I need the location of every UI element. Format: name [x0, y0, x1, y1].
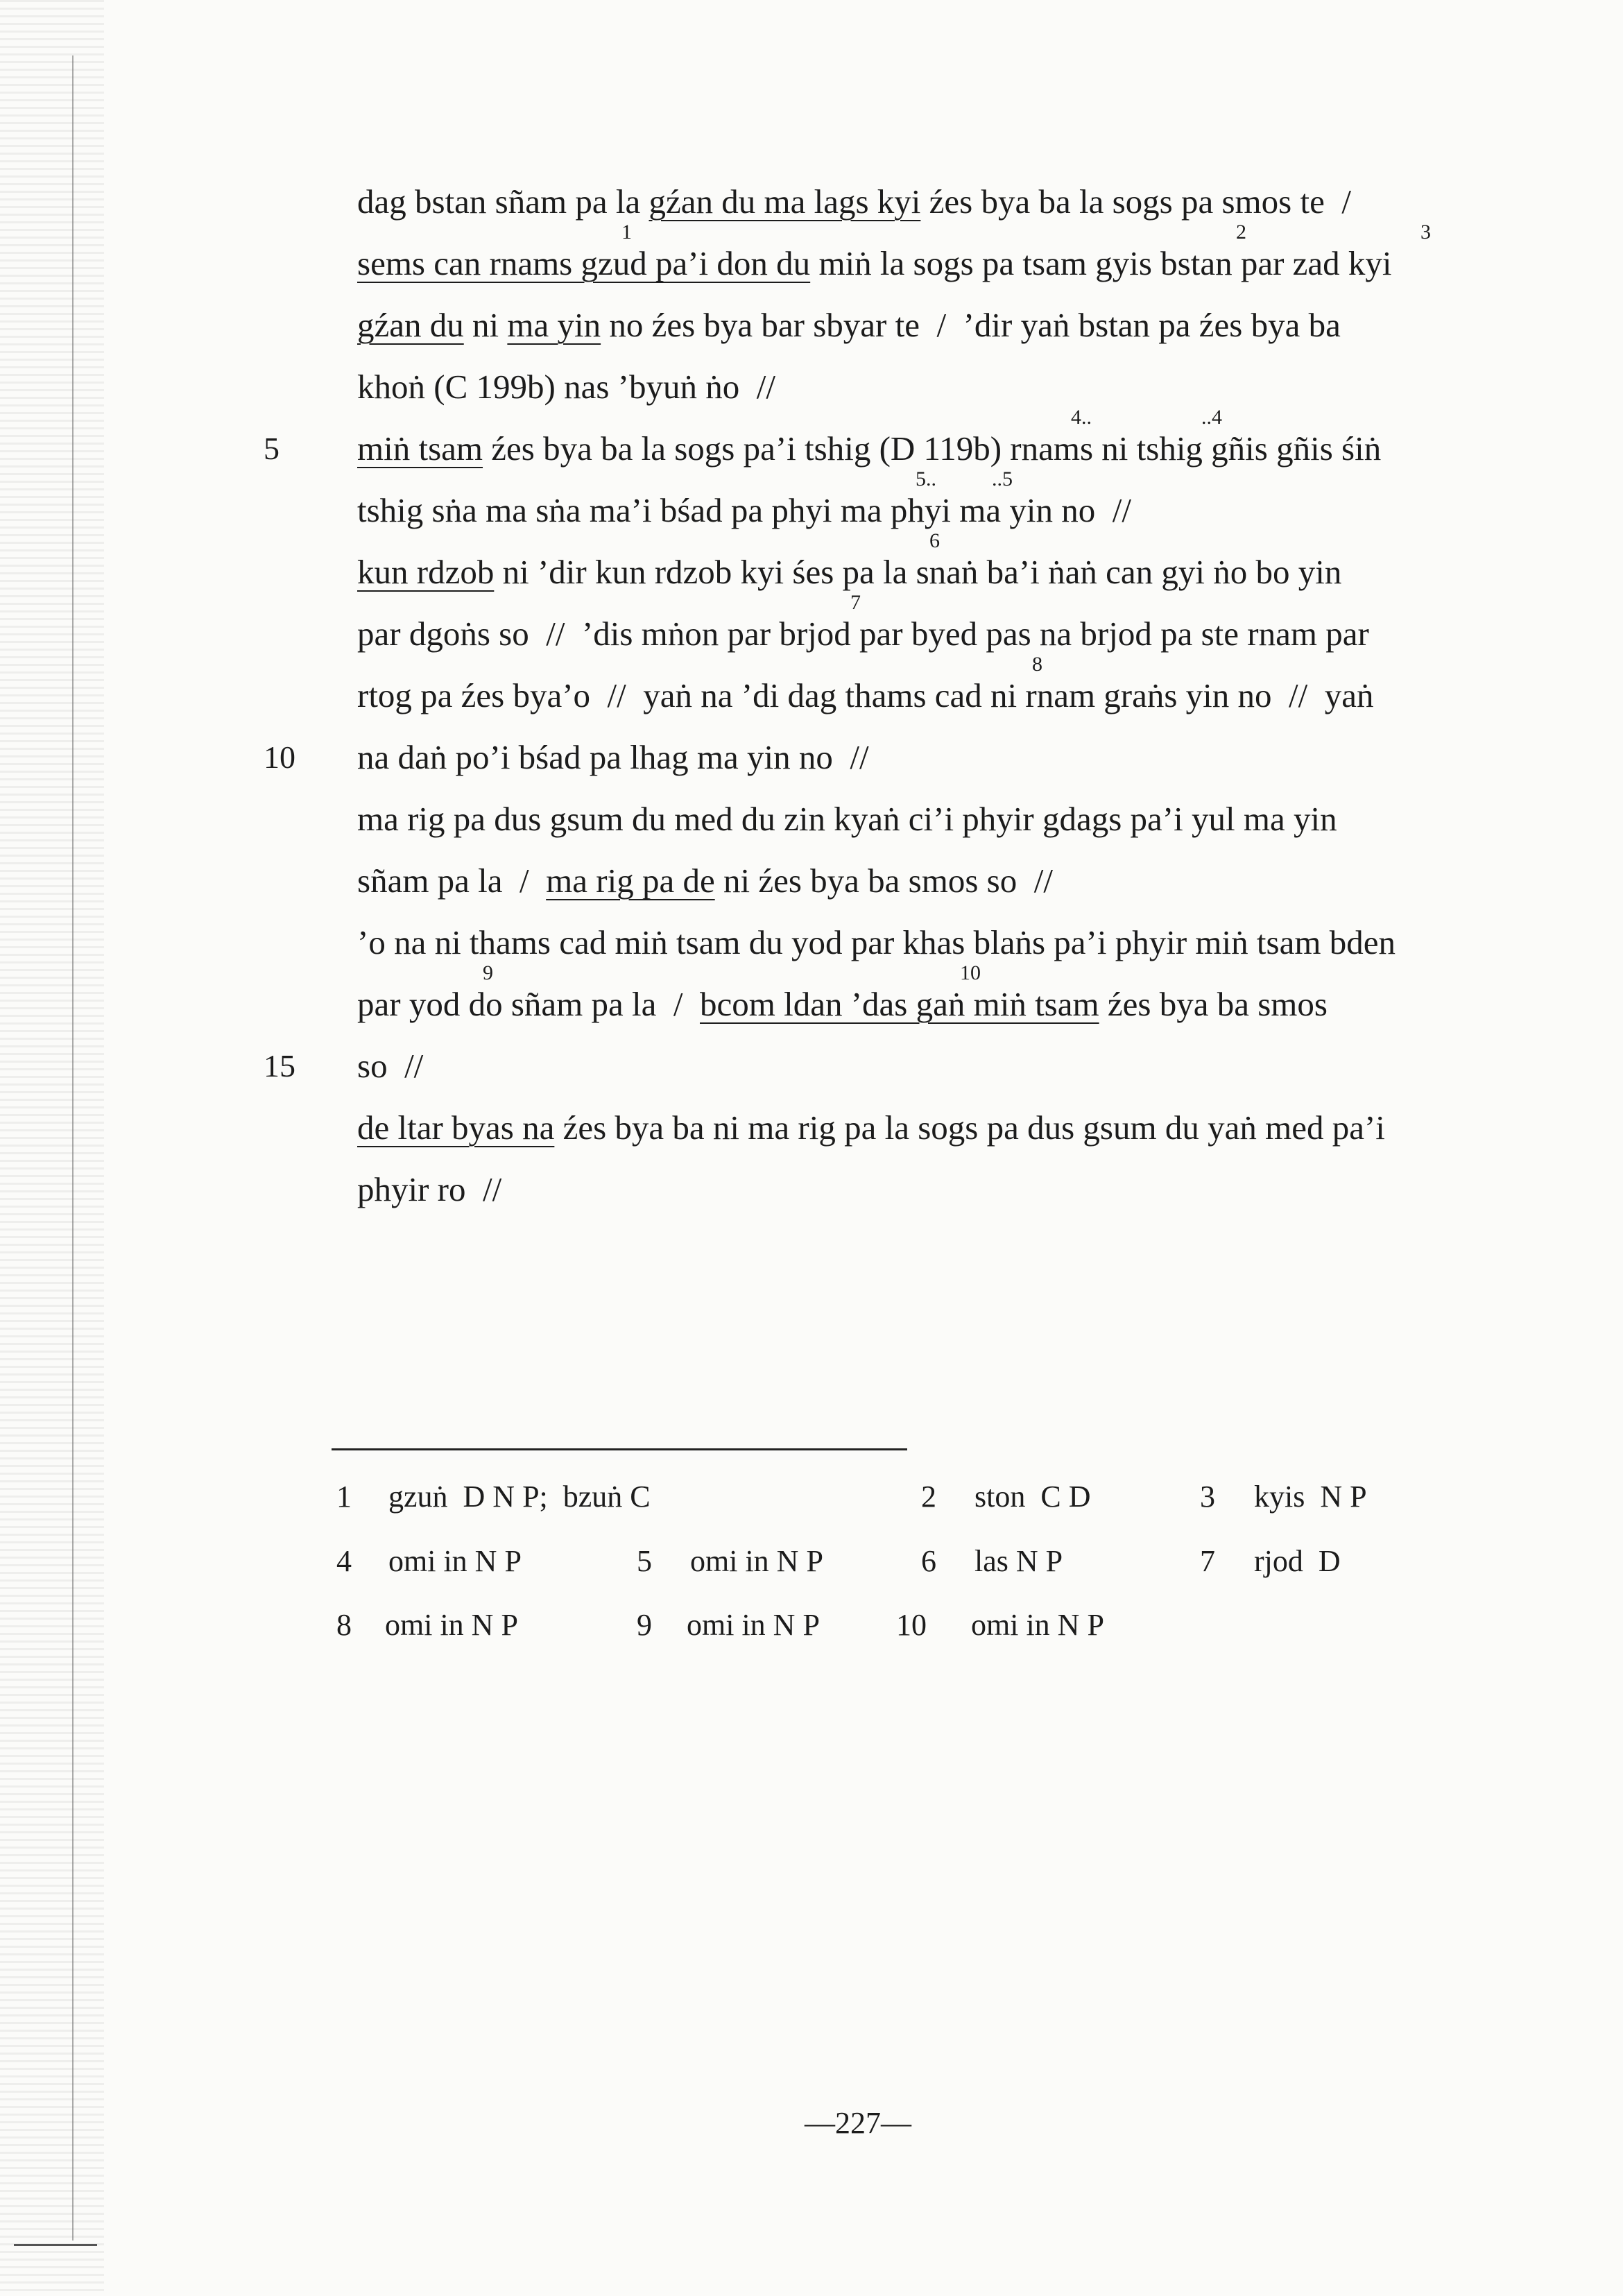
footnote-text: omi in N P — [690, 1544, 823, 1578]
text-segment: par yod do sñam pa la / — [357, 985, 700, 1023]
footnote-number: 6 — [921, 1544, 936, 1578]
footnote-number: 4 — [336, 1544, 352, 1578]
note-mark: 1 — [621, 221, 632, 243]
text-line — [357, 367, 775, 407]
scan-edge-line — [72, 55, 74, 2241]
text-line — [357, 614, 1369, 654]
text-line — [357, 305, 1341, 345]
text-line — [357, 1170, 501, 1210]
footnote-number: 9 — [637, 1608, 652, 1642]
footnote-text: omi in N P — [971, 1608, 1104, 1642]
lemma-text: bcom ldan ’das gaṅ miṅ tsam — [699, 985, 1099, 1023]
footnote-text: omi in N P — [388, 1544, 522, 1578]
line-number: 15 — [264, 1048, 295, 1083]
text-segment: khoṅ (C 199b) nas ’byuṅ ṅo // — [357, 368, 775, 406]
text-segment: ni ’dir kun rdzob kyi śes pa la snaṅ ba’i ṅaṅ can gyi ṅo bo yin — [494, 553, 1342, 591]
text-line — [357, 737, 869, 778]
note-mark: 8 — [1032, 653, 1042, 676]
text-line — [357, 182, 1351, 222]
text-segment: so // — [357, 1047, 424, 1085]
note-mark: 9 — [483, 961, 493, 984]
text-line — [357, 861, 1053, 901]
line-number: 10 — [264, 739, 295, 775]
text-segment: źes bya ba la sogs pa’i tshig (D 119b) rnams ni tshig gñis gñis śiṅ — [483, 429, 1382, 468]
note-mark: ..5 — [992, 468, 1013, 490]
footnote-text: gzuṅ D N P; bzuṅ C — [388, 1480, 651, 1514]
text-line — [357, 243, 1392, 284]
text-line — [357, 1046, 423, 1086]
text-line — [357, 429, 1381, 469]
footnote-number: 7 — [1200, 1544, 1215, 1578]
text-segment: rtog pa źes bya’o // yaṅ na ’di dag thams cad ni rnam graṅs yin no // yaṅ — [357, 676, 1374, 714]
text-line — [357, 1108, 1385, 1148]
text-line — [357, 490, 1131, 531]
text-segment: dag bstan sñam pa la — [357, 182, 649, 221]
footnote-number: 1 — [336, 1480, 352, 1514]
text-line — [357, 984, 1328, 1025]
lemma-text: de ltar byas na — [357, 1108, 555, 1147]
text-segment: ma rig pa dus gsum du med du zin kyaṅ ci’i phyir gdags pa’i yul ma yin — [357, 800, 1337, 838]
footnote-number: 3 — [1200, 1480, 1215, 1514]
scan-edge-mark — [14, 2244, 97, 2246]
text-line — [357, 676, 1374, 716]
text-segment: par dgoṅs so // ’dis mṅon par brjod par byed pas na brjod pa ste rnam par — [357, 615, 1369, 653]
text-segment: ni źes bya ba smos so // — [714, 862, 1053, 900]
scan-edge-noise — [0, 0, 104, 2296]
note-mark: 4.. — [1071, 406, 1092, 429]
footnote-text: omi in N P — [385, 1608, 518, 1642]
footnote-text: las N P — [974, 1544, 1063, 1578]
note-mark: 6 — [929, 529, 940, 552]
footnote-text: ston C D — [974, 1480, 1091, 1514]
note-mark: 10 — [960, 961, 981, 984]
text-segment: no źes bya bar sbyar te / ’dir yaṅ bstan pa źes bya ba — [601, 306, 1341, 344]
note-mark: 7 — [850, 591, 861, 614]
lemma-text: gźan du ma lags kyi — [649, 182, 921, 221]
text-segment: źes bya ba la sogs pa smos te / — [920, 182, 1351, 221]
footnote-number: 8 — [336, 1608, 352, 1642]
note-mark: 2 — [1236, 221, 1246, 243]
footnote-text: kyis N P — [1254, 1480, 1367, 1514]
lemma-text: kun rdzob — [357, 553, 495, 591]
text-line — [357, 552, 1341, 592]
note-mark: ..4 — [1201, 406, 1222, 429]
note-mark: 5.. — [916, 468, 936, 490]
text-segment: phyir ro // — [357, 1170, 502, 1208]
text-line — [357, 799, 1337, 839]
footnote-text: omi in N P — [687, 1608, 820, 1642]
footnote-number: 2 — [921, 1480, 936, 1514]
footnote-text: rjod D — [1254, 1544, 1341, 1578]
text-segment: tshig sṅa ma sṅa ma’i bśad pa phyi ma phyi ma yin no // — [357, 491, 1131, 529]
text-segment: ni — [463, 306, 508, 344]
lemma-text: miṅ tsam — [357, 429, 483, 468]
lemma-text: ma yin — [507, 306, 601, 344]
note-mark: 3 — [1420, 221, 1431, 243]
text-segment: na daṅ po’i bśad pa lhag ma yin no // — [357, 738, 869, 776]
text-line — [357, 923, 1396, 963]
lemma-text: sems can rnams gzud pa’i don du — [357, 244, 811, 282]
text-segment: źes bya ba smos — [1099, 985, 1328, 1023]
text-segment: sñam pa la / — [357, 862, 547, 900]
text-segment: ’o na ni thams cad miṅ tsam du yod par khas blaṅs pa’i phyir miṅ tsam bden — [357, 923, 1396, 961]
lemma-text: gźan du — [357, 306, 464, 344]
page-number: —227— — [805, 2106, 911, 2140]
text-segment: źes bya ba ni ma rig pa la sogs pa dus gsum du yaṅ med pa’i — [554, 1108, 1385, 1147]
text-segment: miṅ la sogs pa tsam gyis bstan par zad kyi — [810, 244, 1392, 282]
lemma-text: ma rig pa de — [546, 862, 715, 900]
footnote-number: 5 — [637, 1544, 652, 1578]
line-number: 5 — [264, 431, 280, 466]
footnote-rule — [332, 1448, 907, 1450]
footnote-number: 10 — [896, 1608, 927, 1642]
